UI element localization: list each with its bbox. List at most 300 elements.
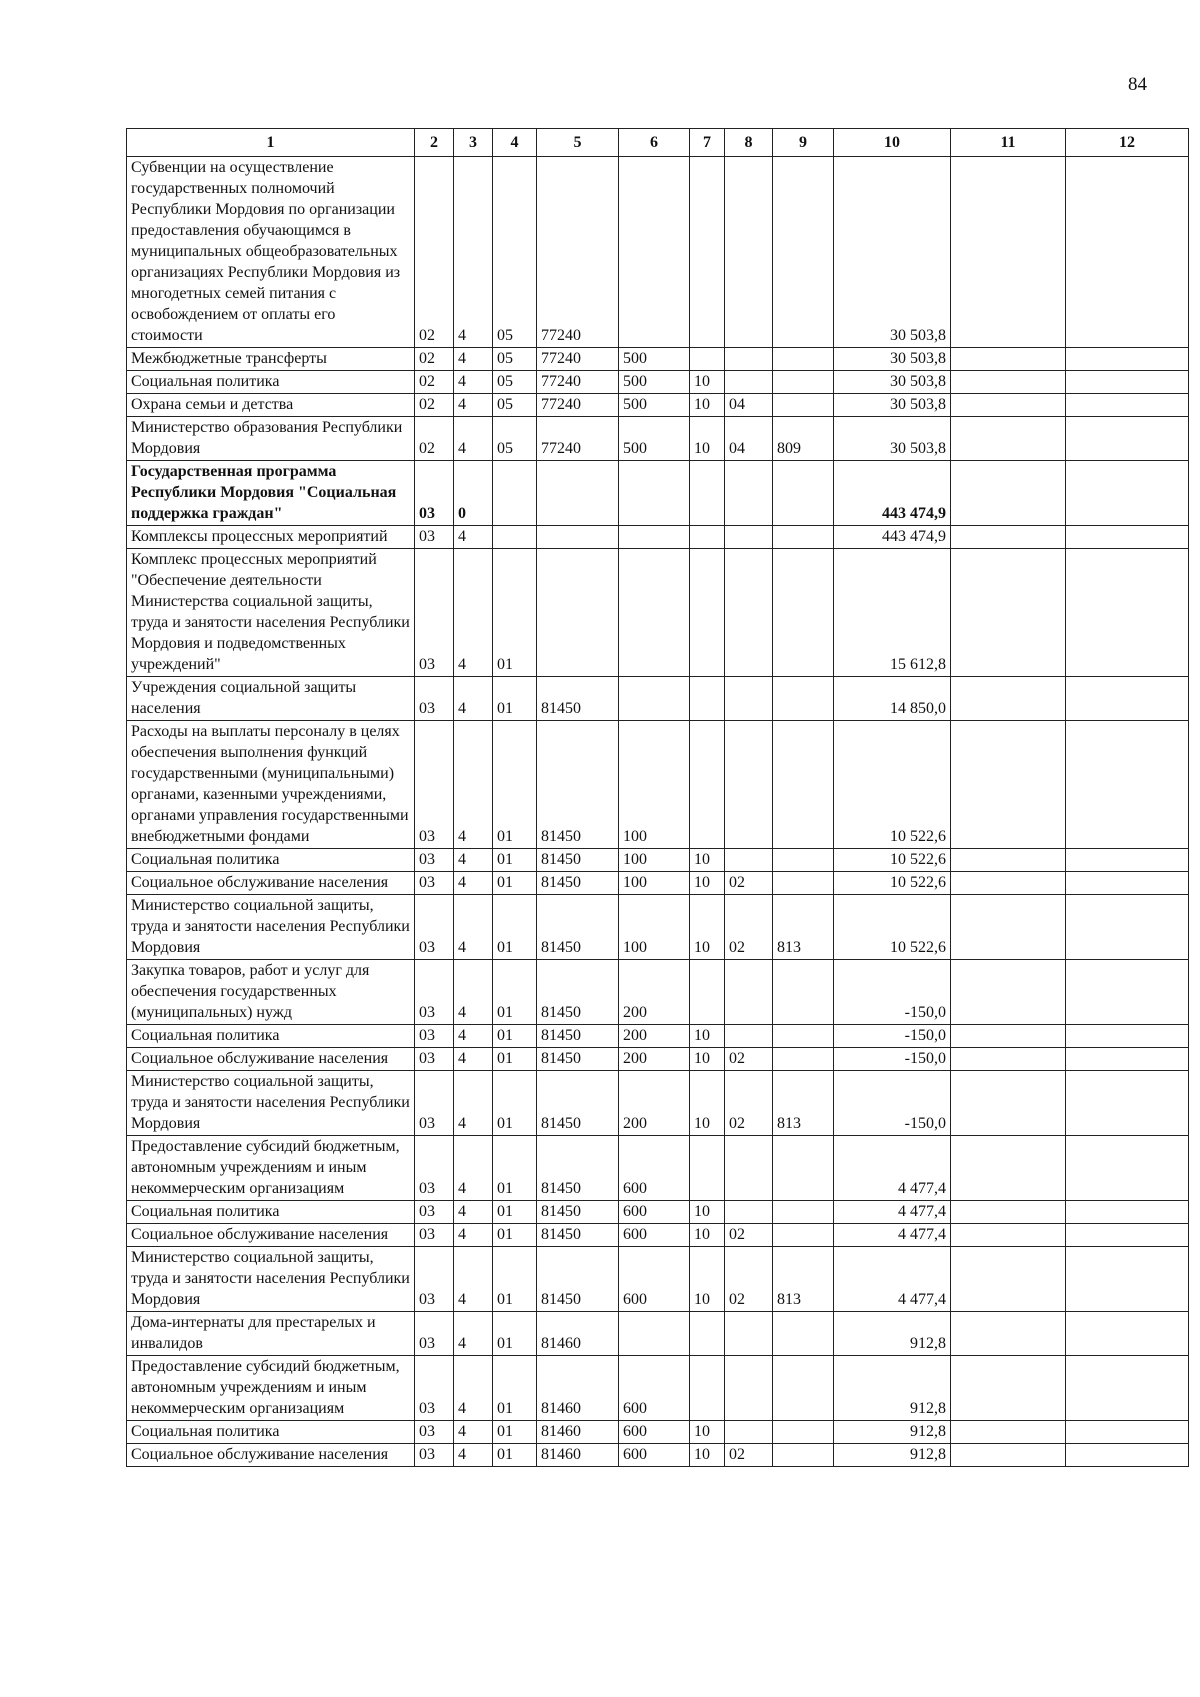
cell-col-9 <box>773 1025 834 1048</box>
cell-col-4: 01 <box>493 895 537 960</box>
cell-col-6 <box>619 549 690 677</box>
cell-col-5: 81450 <box>537 1247 619 1312</box>
cell-col-6 <box>619 677 690 721</box>
cell-col-4: 01 <box>493 549 537 677</box>
cell-col-9 <box>773 157 834 348</box>
column-header-4: 4 <box>493 129 537 157</box>
cell-col-3: 4 <box>454 1136 493 1201</box>
cell-col-11 <box>951 461 1066 526</box>
cell-amount: 30 503,8 <box>834 371 951 394</box>
table-row <box>127 895 1189 960</box>
cell-col-6: 600 <box>619 1247 690 1312</box>
cell-col-12 <box>1066 417 1189 461</box>
cell-col-9 <box>773 1444 834 1467</box>
cell-col-6: 100 <box>619 872 690 895</box>
cell-col-9: 813 <box>773 1071 834 1136</box>
cell-col-8 <box>725 526 773 549</box>
cell-col-9 <box>773 549 834 677</box>
cell-col-8 <box>725 1356 773 1421</box>
cell-col-8: 04 <box>725 417 773 461</box>
column-header-6: 6 <box>619 129 690 157</box>
cell-col-3: 4 <box>454 1421 493 1444</box>
row-name: Комплекс процессных мероприятий "Обеспечение деятельности Министерства социальной защиты, труда и занятости населения Республики Мордовия и подведомственных учреждений" <box>127 549 415 677</box>
cell-amount: 912,8 <box>834 1356 951 1421</box>
cell-col-5: 81450 <box>537 849 619 872</box>
cell-col-4: 05 <box>493 417 537 461</box>
table-row <box>127 1421 1189 1444</box>
cell-col-2: 03 <box>415 1356 454 1421</box>
cell-col-9 <box>773 1224 834 1247</box>
cell-amount: -150,0 <box>834 1048 951 1071</box>
cell-col-12 <box>1066 1356 1189 1421</box>
cell-col-11 <box>951 960 1066 1025</box>
cell-col-9 <box>773 872 834 895</box>
cell-col-9 <box>773 1421 834 1444</box>
cell-amount: 912,8 <box>834 1444 951 1467</box>
cell-col-8 <box>725 348 773 371</box>
cell-col-12 <box>1066 1201 1189 1224</box>
cell-col-3: 4 <box>454 1224 493 1247</box>
cell-col-4: 01 <box>493 1356 537 1421</box>
cell-col-7 <box>690 1312 725 1356</box>
cell-col-12 <box>1066 1444 1189 1467</box>
cell-col-8: 02 <box>725 872 773 895</box>
cell-col-2: 03 <box>415 1025 454 1048</box>
cell-col-2: 03 <box>415 461 454 526</box>
cell-col-3: 4 <box>454 1312 493 1356</box>
cell-col-2: 02 <box>415 371 454 394</box>
cell-col-3: 4 <box>454 348 493 371</box>
cell-col-8 <box>725 960 773 1025</box>
cell-amount: 14 850,0 <box>834 677 951 721</box>
cell-col-8 <box>725 721 773 849</box>
page-number: 84 <box>1128 74 1147 95</box>
cell-col-11 <box>951 157 1066 348</box>
cell-col-12 <box>1066 157 1189 348</box>
cell-col-8 <box>725 1201 773 1224</box>
table-row <box>127 526 1189 549</box>
cell-col-2: 03 <box>415 1136 454 1201</box>
column-header-1: 1 <box>127 129 415 157</box>
cell-col-11 <box>951 849 1066 872</box>
cell-amount: 4 477,4 <box>834 1247 951 1312</box>
cell-col-5: 77240 <box>537 157 619 348</box>
cell-col-8: 02 <box>725 1224 773 1247</box>
cell-col-7: 10 <box>690 872 725 895</box>
cell-col-12 <box>1066 1224 1189 1247</box>
cell-col-6: 100 <box>619 721 690 849</box>
row-name: Социальная политика <box>127 371 415 394</box>
cell-col-6: 100 <box>619 849 690 872</box>
cell-col-8 <box>725 1421 773 1444</box>
cell-col-8 <box>725 1025 773 1048</box>
cell-col-8: 02 <box>725 1048 773 1071</box>
cell-col-7 <box>690 461 725 526</box>
row-name: Государственная программа Республики Мордовия "Социальная поддержка граждан" <box>127 461 415 526</box>
cell-col-4: 01 <box>493 960 537 1025</box>
cell-col-5: 81450 <box>537 895 619 960</box>
cell-col-11 <box>951 1247 1066 1312</box>
cell-col-8: 04 <box>725 394 773 417</box>
cell-col-4: 01 <box>493 1071 537 1136</box>
cell-col-5 <box>537 461 619 526</box>
cell-col-6: 100 <box>619 895 690 960</box>
row-name: Предоставление субсидий бюджетным, автономным учреждениям и иным некоммерческим организациям <box>127 1136 415 1201</box>
table-row <box>127 348 1189 371</box>
row-name: Охрана семьи и детства <box>127 394 415 417</box>
cell-amount: 443 474,9 <box>834 526 951 549</box>
cell-col-8 <box>725 1136 773 1201</box>
cell-col-3: 4 <box>454 960 493 1025</box>
cell-col-2: 03 <box>415 1444 454 1467</box>
row-name: Предоставление субсидий бюджетным, автономным учреждениям и иным некоммерческим организациям <box>127 1356 415 1421</box>
cell-col-11 <box>951 1071 1066 1136</box>
cell-col-6: 500 <box>619 394 690 417</box>
cell-col-3: 4 <box>454 526 493 549</box>
cell-col-2: 02 <box>415 157 454 348</box>
cell-col-6: 200 <box>619 1048 690 1071</box>
cell-col-12 <box>1066 1071 1189 1136</box>
row-name: Межбюджетные трансферты <box>127 348 415 371</box>
table-row <box>127 1136 1189 1201</box>
cell-col-9 <box>773 348 834 371</box>
cell-col-5: 81460 <box>537 1312 619 1356</box>
row-name: Социальная политика <box>127 1421 415 1444</box>
cell-col-7 <box>690 960 725 1025</box>
cell-col-7: 10 <box>690 394 725 417</box>
column-header-3: 3 <box>454 129 493 157</box>
cell-col-5: 77240 <box>537 417 619 461</box>
cell-col-11 <box>951 549 1066 677</box>
row-name: Социальная политика <box>127 1025 415 1048</box>
table-row <box>127 721 1189 849</box>
cell-col-2: 02 <box>415 394 454 417</box>
cell-col-7 <box>690 721 725 849</box>
cell-col-3: 4 <box>454 677 493 721</box>
cell-col-3: 4 <box>454 371 493 394</box>
cell-col-4: 05 <box>493 348 537 371</box>
cell-amount: 15 612,8 <box>834 549 951 677</box>
table-row <box>127 1201 1189 1224</box>
cell-col-4: 01 <box>493 677 537 721</box>
cell-col-9 <box>773 1136 834 1201</box>
cell-amount: 4 477,4 <box>834 1224 951 1247</box>
table-row <box>127 1312 1189 1356</box>
cell-col-3: 4 <box>454 1201 493 1224</box>
cell-col-3: 4 <box>454 1025 493 1048</box>
cell-amount: 10 522,6 <box>834 849 951 872</box>
cell-col-8: 02 <box>725 1071 773 1136</box>
cell-col-9 <box>773 394 834 417</box>
cell-col-2: 03 <box>415 526 454 549</box>
cell-col-11 <box>951 417 1066 461</box>
cell-col-8 <box>725 849 773 872</box>
cell-amount: 30 503,8 <box>834 417 951 461</box>
cell-col-9 <box>773 371 834 394</box>
cell-col-12 <box>1066 1312 1189 1356</box>
table-row <box>127 461 1189 526</box>
cell-col-5: 77240 <box>537 394 619 417</box>
cell-amount: 30 503,8 <box>834 348 951 371</box>
cell-col-4: 01 <box>493 721 537 849</box>
cell-col-3: 0 <box>454 461 493 526</box>
column-header-10: 10 <box>834 129 951 157</box>
row-name: Комплексы процессных мероприятий <box>127 526 415 549</box>
cell-col-7 <box>690 157 725 348</box>
cell-col-6: 600 <box>619 1356 690 1421</box>
cell-col-3: 4 <box>454 1356 493 1421</box>
cell-col-5: 81460 <box>537 1444 619 1467</box>
cell-amount: 30 503,8 <box>834 394 951 417</box>
cell-col-4: 05 <box>493 157 537 348</box>
cell-col-9 <box>773 677 834 721</box>
cell-col-5: 81450 <box>537 1071 619 1136</box>
row-name: Расходы на выплаты персоналу в целях обеспечения выполнения функций государственными (муниципальными) органами, казенными учреждениями, органами управления государственными внебюджетными фондами <box>127 721 415 849</box>
cell-col-11 <box>951 394 1066 417</box>
cell-col-12 <box>1066 348 1189 371</box>
cell-col-3: 4 <box>454 849 493 872</box>
cell-col-5 <box>537 526 619 549</box>
cell-col-12 <box>1066 960 1189 1025</box>
cell-col-12 <box>1066 526 1189 549</box>
cell-col-6: 500 <box>619 417 690 461</box>
cell-col-2: 02 <box>415 417 454 461</box>
cell-col-11 <box>951 1048 1066 1071</box>
cell-col-6: 500 <box>619 371 690 394</box>
cell-col-3: 4 <box>454 721 493 849</box>
cell-col-6: 600 <box>619 1421 690 1444</box>
row-name: Дома-интернаты для престарелых и инвалидов <box>127 1312 415 1356</box>
table-row <box>127 677 1189 721</box>
row-name: Министерство социальной защиты, труда и занятости населения Республики Мордовия <box>127 1247 415 1312</box>
cell-col-2: 03 <box>415 1071 454 1136</box>
cell-col-4: 01 <box>493 1444 537 1467</box>
cell-col-11 <box>951 1136 1066 1201</box>
cell-col-11 <box>951 1201 1066 1224</box>
cell-col-5: 81450 <box>537 721 619 849</box>
cell-col-3: 4 <box>454 872 493 895</box>
table-row <box>127 157 1189 348</box>
table-row <box>127 1224 1189 1247</box>
cell-col-3: 4 <box>454 394 493 417</box>
cell-amount: 10 522,6 <box>834 721 951 849</box>
cell-col-11 <box>951 895 1066 960</box>
cell-col-4: 01 <box>493 1224 537 1247</box>
cell-col-2: 03 <box>415 960 454 1025</box>
cell-col-7: 10 <box>690 1247 725 1312</box>
cell-col-4: 01 <box>493 1201 537 1224</box>
cell-col-7: 10 <box>690 1224 725 1247</box>
cell-amount: -150,0 <box>834 1071 951 1136</box>
cell-col-7: 10 <box>690 1071 725 1136</box>
cell-col-12 <box>1066 895 1189 960</box>
table-row <box>127 1025 1189 1048</box>
cell-col-2: 03 <box>415 849 454 872</box>
cell-col-3: 4 <box>454 895 493 960</box>
cell-col-3: 4 <box>454 1071 493 1136</box>
cell-col-5: 81450 <box>537 1224 619 1247</box>
cell-col-7: 10 <box>690 849 725 872</box>
table-row <box>127 1356 1189 1421</box>
cell-col-12 <box>1066 849 1189 872</box>
cell-col-3: 4 <box>454 1048 493 1071</box>
cell-col-4: 01 <box>493 1312 537 1356</box>
column-header-2: 2 <box>415 129 454 157</box>
cell-col-3: 4 <box>454 549 493 677</box>
cell-col-4: 05 <box>493 394 537 417</box>
cell-col-11 <box>951 1421 1066 1444</box>
cell-col-7 <box>690 1136 725 1201</box>
cell-col-2: 03 <box>415 721 454 849</box>
cell-col-12 <box>1066 371 1189 394</box>
table-row <box>127 960 1189 1025</box>
cell-col-12 <box>1066 1247 1189 1312</box>
cell-amount: -150,0 <box>834 1025 951 1048</box>
cell-col-6: 200 <box>619 1025 690 1048</box>
cell-col-12 <box>1066 461 1189 526</box>
cell-col-2: 03 <box>415 549 454 677</box>
cell-col-9 <box>773 461 834 526</box>
cell-col-4: 01 <box>493 1247 537 1312</box>
cell-col-2: 03 <box>415 895 454 960</box>
cell-col-8 <box>725 677 773 721</box>
header-row <box>127 129 1189 157</box>
cell-col-7: 10 <box>690 1421 725 1444</box>
cell-col-11 <box>951 348 1066 371</box>
cell-col-12 <box>1066 1025 1189 1048</box>
cell-col-8: 02 <box>725 895 773 960</box>
cell-col-11 <box>951 1025 1066 1048</box>
column-header-8: 8 <box>725 129 773 157</box>
cell-col-7: 10 <box>690 417 725 461</box>
cell-amount: 10 522,6 <box>834 895 951 960</box>
cell-col-6 <box>619 526 690 549</box>
cell-col-12 <box>1066 394 1189 417</box>
cell-col-11 <box>951 371 1066 394</box>
cell-col-9 <box>773 721 834 849</box>
cell-col-3: 4 <box>454 417 493 461</box>
cell-col-7 <box>690 348 725 371</box>
cell-col-9 <box>773 1312 834 1356</box>
cell-col-8 <box>725 461 773 526</box>
table-row <box>127 849 1189 872</box>
cell-amount: 4 477,4 <box>834 1201 951 1224</box>
cell-amount: 912,8 <box>834 1421 951 1444</box>
cell-col-12 <box>1066 1048 1189 1071</box>
cell-col-4: 01 <box>493 1421 537 1444</box>
cell-col-5: 81450 <box>537 872 619 895</box>
table-row <box>127 394 1189 417</box>
cell-col-5: 77240 <box>537 348 619 371</box>
cell-col-3: 4 <box>454 1444 493 1467</box>
table-row <box>127 371 1189 394</box>
cell-col-2: 03 <box>415 1224 454 1247</box>
table-row <box>127 1071 1189 1136</box>
cell-col-4 <box>493 461 537 526</box>
table-body <box>127 157 1189 1467</box>
cell-col-12 <box>1066 1421 1189 1444</box>
table-row <box>127 872 1189 895</box>
cell-col-12 <box>1066 677 1189 721</box>
cell-col-5: 81450 <box>537 960 619 1025</box>
cell-col-7 <box>690 526 725 549</box>
cell-col-8 <box>725 1312 773 1356</box>
cell-col-6: 600 <box>619 1201 690 1224</box>
cell-col-7: 10 <box>690 1025 725 1048</box>
cell-col-12 <box>1066 549 1189 677</box>
row-name: Субвенции на осуществление государственных полномочий Республики Мордовия по организации предоставления обучающимся в муниципальных общеобразовательных организациях Республики Мордовия из многодетных семей питания с освобождением от оплаты его стоимости <box>127 157 415 348</box>
cell-col-11 <box>951 721 1066 849</box>
cell-col-8: 02 <box>725 1247 773 1312</box>
cell-col-9 <box>773 849 834 872</box>
cell-col-5: 81450 <box>537 1048 619 1071</box>
cell-col-5: 81460 <box>537 1356 619 1421</box>
cell-col-11 <box>951 872 1066 895</box>
cell-col-7: 10 <box>690 1444 725 1467</box>
cell-col-8 <box>725 157 773 348</box>
cell-col-7 <box>690 677 725 721</box>
cell-amount: 4 477,4 <box>834 1136 951 1201</box>
cell-col-11 <box>951 1444 1066 1467</box>
cell-col-5 <box>537 549 619 677</box>
cell-col-8: 02 <box>725 1444 773 1467</box>
cell-col-7: 10 <box>690 1048 725 1071</box>
cell-col-4: 01 <box>493 849 537 872</box>
row-name: Министерство социальной защиты, труда и занятости населения Республики Мордовия <box>127 1071 415 1136</box>
cell-col-6: 600 <box>619 1224 690 1247</box>
cell-col-9: 813 <box>773 1247 834 1312</box>
cell-col-5: 81450 <box>537 677 619 721</box>
cell-col-11 <box>951 1224 1066 1247</box>
cell-col-9: 813 <box>773 895 834 960</box>
row-name: Министерство образования Республики Мордовия <box>127 417 415 461</box>
cell-col-8 <box>725 371 773 394</box>
cell-col-6 <box>619 461 690 526</box>
cell-col-6 <box>619 1312 690 1356</box>
column-header-9: 9 <box>773 129 834 157</box>
table-row <box>127 417 1189 461</box>
row-name: Закупка товаров, работ и услуг для обеспечения государственных (муниципальных) нужд <box>127 960 415 1025</box>
cell-col-11 <box>951 526 1066 549</box>
row-name: Социальное обслуживание населения <box>127 872 415 895</box>
row-name: Социальная политика <box>127 849 415 872</box>
cell-col-2: 03 <box>415 1312 454 1356</box>
cell-col-12 <box>1066 1136 1189 1201</box>
cell-col-4: 01 <box>493 1136 537 1201</box>
row-name: Министерство социальной защиты, труда и занятости населения Республики Мордовия <box>127 895 415 960</box>
cell-col-2: 03 <box>415 1048 454 1071</box>
cell-col-4: 01 <box>493 1048 537 1071</box>
row-name: Социальное обслуживание населения <box>127 1444 415 1467</box>
column-header-12: 12 <box>1066 129 1189 157</box>
column-header-7: 7 <box>690 129 725 157</box>
cell-col-9 <box>773 1048 834 1071</box>
cell-col-6: 600 <box>619 1444 690 1467</box>
row-name: Учреждения социальной защиты населения <box>127 677 415 721</box>
cell-col-2: 03 <box>415 1247 454 1312</box>
cell-amount: -150,0 <box>834 960 951 1025</box>
cell-col-6: 200 <box>619 1071 690 1136</box>
cell-col-11 <box>951 1312 1066 1356</box>
table-row <box>127 1048 1189 1071</box>
cell-col-9 <box>773 1201 834 1224</box>
cell-col-6: 200 <box>619 960 690 1025</box>
row-name: Социальная политика <box>127 1201 415 1224</box>
budget-table <box>126 128 1189 1467</box>
cell-amount: 30 503,8 <box>834 157 951 348</box>
cell-col-11 <box>951 1356 1066 1421</box>
cell-col-5: 81450 <box>537 1201 619 1224</box>
